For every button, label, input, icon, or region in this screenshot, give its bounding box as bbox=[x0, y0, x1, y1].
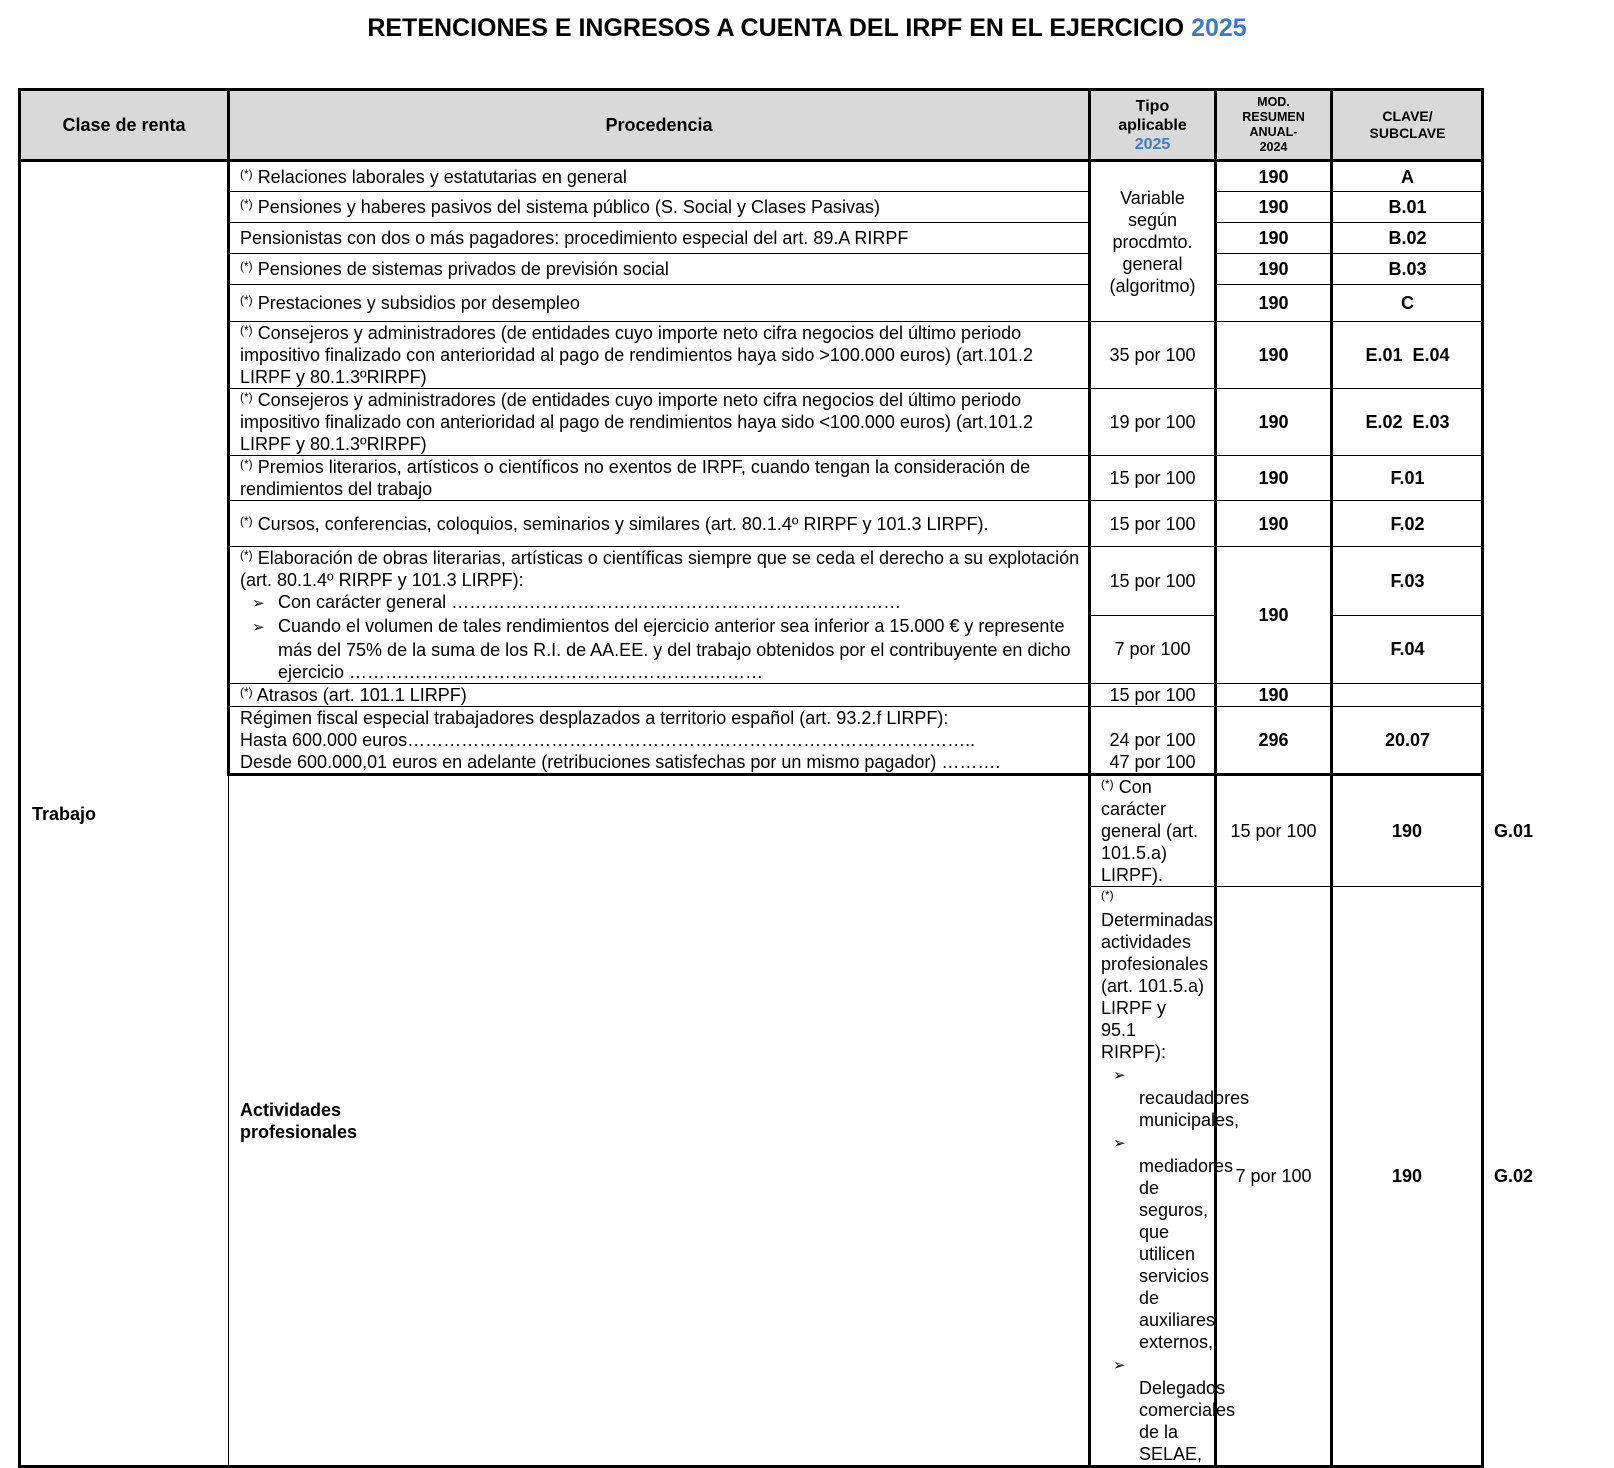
procedencia-cell bbox=[229, 707, 1090, 775]
header-tipo-year: 2025 bbox=[1134, 135, 1171, 153]
mod-cell: 190 bbox=[1332, 887, 1483, 1467]
tipo-cell: 7 por 100 bbox=[1216, 887, 1332, 1467]
table-row bbox=[20, 223, 1483, 254]
clave-cell bbox=[1332, 684, 1483, 707]
table-row bbox=[20, 161, 1483, 192]
header-clase: Clase de renta bbox=[20, 90, 229, 161]
asterisk-marker: (*) bbox=[240, 293, 253, 307]
mod-cell: 190 bbox=[1216, 161, 1332, 192]
procedencia-text: Elaboración de obras literarias, artísticas o científicas siempre que se ceda el derecho a su explotación (art. 80.1.4º RIRPF y 101.3 LIRPF): bbox=[240, 548, 1080, 590]
asterisk-marker: (*) bbox=[240, 457, 253, 471]
procedencia-cell bbox=[1090, 887, 1250, 1467]
tipo-text: 24 por 100 bbox=[1109, 730, 1196, 750]
clave-cell: E.02 E.03 bbox=[1332, 389, 1483, 456]
tipo-cell bbox=[1090, 707, 1216, 775]
table-row: (*) Determinadas actividades profesionales (art. 101.5.a) LIRPF y 95.1 RIRPF): ➢recaudadores municipales, ➢mediadores de seguros, que utilicen servicios de auxiliares externos, ➢Delegados comerciales de la SELAE, 7 por 100 190 G.02 bbox=[20, 887, 1483, 1467]
header-mod-line2: RESUMEN bbox=[1242, 110, 1305, 124]
arrow-bullet-icon: ➢ bbox=[1113, 1067, 1126, 1084]
tipo-cell: 15 por 100 bbox=[1090, 547, 1216, 616]
header-mod-line3: ANUAL- bbox=[1249, 125, 1298, 139]
mod-cell: 190 bbox=[1216, 684, 1332, 707]
page-title bbox=[0, 14, 1614, 43]
header-procedencia: Procedencia bbox=[229, 90, 1090, 161]
tipo-text: 47 por 100 bbox=[1109, 752, 1196, 772]
tipo-cell: 7 por 100 bbox=[1090, 615, 1216, 684]
procedencia-cell bbox=[229, 389, 1090, 456]
tipo-cell: 15 por 100 bbox=[1090, 501, 1216, 547]
clave-cell: F.02 bbox=[1332, 501, 1483, 547]
procedencia-text: Determinadas actividades profesionales (art. 101.5.a) LIRPF y 95.1 RIRPF): bbox=[1101, 910, 1214, 1062]
procedencia-cell bbox=[229, 223, 1090, 254]
table-header-row bbox=[20, 90, 1483, 161]
clave-cell: B.03 bbox=[1332, 254, 1483, 285]
procedencia-text: Régimen fiscal especial trabajadores desplazados a territorio español (art. 93.2.f LIRPF): bbox=[240, 708, 949, 728]
asterisk-marker: (*) bbox=[240, 685, 253, 699]
header-clave-line2: SUBCLAVE bbox=[1369, 125, 1446, 141]
asterisk-marker: (*) bbox=[240, 513, 253, 528]
procedencia-cell bbox=[229, 285, 1090, 322]
procedencia-text: Consejeros y administradores (de entidades cuyo importe neto cifra negocios del último periodo impositivo finalizado con anterioridad al pago de rendimientos haya sido <100.000 euros) (art.101.2 LIRPF y 80.1.3ºRIRPF) bbox=[240, 390, 1033, 454]
arrow-bullet-icon: ➢ bbox=[1113, 1357, 1126, 1374]
clase-text: profesionales bbox=[240, 1121, 358, 1142]
procedencia-text: Cursos, conferencias, coloquios, seminarios y similares (art. 80.1.4º RIRPF y 101.3 LIRPF). bbox=[257, 513, 989, 534]
header-mod bbox=[1216, 90, 1332, 161]
arrow-bullet-icon: ➢ bbox=[252, 619, 265, 636]
mod-cell: 190 bbox=[1216, 223, 1332, 254]
table-row: Actividades profesionales (*) Con carácter general (art. 101.5.a) LIRPF). 15 por 100 190 G.01 bbox=[20, 775, 1483, 887]
header-clave-line1: CLAVE/ bbox=[1382, 108, 1433, 124]
asterisk-marker: (*) bbox=[240, 197, 253, 211]
procedencia-cell bbox=[229, 322, 1090, 389]
table-row bbox=[20, 501, 1483, 547]
table-row bbox=[20, 456, 1483, 501]
procedencia-cell bbox=[229, 684, 1090, 707]
procedencia-text: Hasta 600.000 euros………………………………………………………………………………….. bbox=[240, 730, 976, 750]
mod-cell: 190 bbox=[1216, 456, 1332, 501]
procedencia-cell bbox=[1090, 775, 1216, 887]
tipo-cell: 19 por 100 bbox=[1090, 389, 1216, 456]
table-row bbox=[20, 254, 1483, 285]
procedencia-cell bbox=[229, 456, 1090, 501]
clave-cell: 20.07 bbox=[1332, 707, 1483, 775]
procedencia-text: Desde 600.000,01 euros en adelante (retribuciones satisfechas por un mismo pagador) ………. bbox=[240, 752, 1001, 772]
asterisk-marker: (*) bbox=[240, 166, 253, 181]
list-item bbox=[1101, 1063, 1250, 1131]
tipo-variable: Variable según procdmto. general (algoritmo) bbox=[1090, 161, 1216, 322]
mod-cell: 190 bbox=[1216, 389, 1332, 456]
clave-cell: F.04 bbox=[1332, 615, 1483, 684]
procedencia-cell bbox=[229, 192, 1090, 223]
header-tipo-line2: aplicable bbox=[1118, 116, 1187, 134]
procedencia-cell bbox=[229, 161, 1090, 192]
procedencia-text: Relaciones laborales y estatutarias en general bbox=[257, 166, 627, 187]
header-clave bbox=[1332, 90, 1483, 161]
retenciones-table bbox=[18, 88, 1534, 1468]
clave-cell: C bbox=[1332, 285, 1483, 322]
procedencia-text: Pensiones y haberes pasivos del sistema público (S. Social y Clases Pasivas) bbox=[257, 197, 880, 217]
list-item bbox=[240, 591, 1080, 615]
list-item bbox=[240, 615, 1080, 683]
procedencia-text: Consejeros y administradores (de entidades cuyo importe neto cifra negocios del último periodo impositivo finalizado con anterioridad al pago de rendimientos haya sido >100.000 euros) (art.101.2 LIRPF y 80.1.3ºRIRPF) bbox=[240, 323, 1033, 387]
tipo-cell: 15 por 100 bbox=[1216, 775, 1332, 887]
clave-cell: B.01 bbox=[1332, 192, 1483, 223]
table-row bbox=[20, 547, 1483, 616]
table-row bbox=[20, 684, 1483, 707]
list-item-text: Cuando el volumen de tales rendimientos del ejercicio anterior sea inferior a 15.000 € y represente más del 75% de la suma de los R.I. de AA.EE. y del trabajo obtenidos por el contribuyente en dicho ejercicio …………………………………………………………… bbox=[278, 616, 1071, 682]
asterisk-marker: (*) bbox=[240, 390, 253, 404]
clase-actividades bbox=[229, 775, 1090, 1467]
procedencia-text: Prestaciones y subsidios por desempleo bbox=[257, 293, 580, 313]
clase-text: Actividades bbox=[240, 1099, 342, 1120]
procedencia-text: Premios literarios, artísticos o científicos no exentos de IRPF, cuando tengan la consideración de rendimientos del trabajo bbox=[240, 457, 1031, 499]
procedencia-cell bbox=[229, 501, 1090, 547]
table-row bbox=[20, 285, 1483, 322]
tipo-cell: 15 por 100 bbox=[1090, 684, 1216, 707]
list-item bbox=[1101, 1353, 1236, 1465]
arrow-bullet-icon: ➢ bbox=[252, 595, 265, 612]
header-mod-line4: 2024 bbox=[1259, 140, 1288, 154]
title-text: RETENCIONES E INGRESOS A CUENTA DEL IRPF EN EL EJERCICIO bbox=[367, 14, 1185, 42]
clave-cell: B.02 bbox=[1332, 223, 1483, 254]
list-item bbox=[1101, 1131, 1234, 1353]
mod-cell: 296 bbox=[1216, 707, 1332, 775]
header-tipo-line1: Tipo bbox=[1135, 97, 1170, 115]
procedencia-text: Con carácter general (art. 101.5.a) LIRPF). bbox=[1101, 777, 1199, 885]
asterisk-marker: (*) bbox=[240, 323, 253, 337]
header-mod-line1: MOD. bbox=[1257, 95, 1290, 109]
table-row bbox=[20, 389, 1483, 456]
mod-cell: 190 bbox=[1216, 322, 1332, 389]
procedencia-text: Pensiones de sistemas privados de previsión social bbox=[257, 259, 669, 279]
mod-cell: 190 bbox=[1216, 501, 1332, 547]
procedencia-text: Pensionistas con dos o más pagadores: procedimiento especial del art. 89.A RIRPF bbox=[240, 228, 909, 248]
tipo-cell: 15 por 100 bbox=[1090, 456, 1216, 501]
list-item-text: recaudadores municipales, bbox=[1139, 1088, 1250, 1130]
mod-cell: 190 bbox=[1216, 254, 1332, 285]
mod-cell: 190 bbox=[1216, 192, 1332, 223]
procedencia-cell bbox=[229, 254, 1090, 285]
table-row bbox=[20, 707, 1483, 775]
clave-cell: A bbox=[1332, 161, 1483, 192]
procedencia-cell bbox=[229, 547, 1090, 684]
list-item-text: Con carácter general ………………………………………………………………… bbox=[278, 592, 902, 612]
title-year: 2025 bbox=[1191, 14, 1247, 42]
clave-cell: F.01 bbox=[1332, 456, 1483, 501]
mod-cell: 190 bbox=[1216, 547, 1332, 684]
mod-cell: 190 bbox=[1216, 285, 1332, 322]
clave-cell: E.01 E.04 bbox=[1332, 322, 1483, 389]
asterisk-marker: (*) bbox=[240, 259, 253, 273]
header-tipo bbox=[1090, 90, 1216, 161]
clave-cell: F.03 bbox=[1332, 547, 1483, 616]
table-row bbox=[20, 322, 1483, 389]
asterisk-marker: (*) bbox=[240, 548, 253, 562]
tipo-cell: 35 por 100 bbox=[1090, 322, 1216, 389]
list-item-text: Delegados comerciales de la SELAE, bbox=[1139, 1378, 1236, 1464]
mod-cell: 190 bbox=[1332, 775, 1483, 887]
arrow-bullet-icon: ➢ bbox=[1113, 1135, 1126, 1152]
asterisk-marker: (*) bbox=[1101, 777, 1114, 791]
procedencia-text: Atrasos (art. 101.1 LIRPF) bbox=[256, 685, 467, 705]
table-row bbox=[20, 192, 1483, 223]
list-item-text: mediadores de seguros, que utilicen servicios de auxiliares externos, bbox=[1139, 1156, 1234, 1352]
clase-trabajo: Trabajo bbox=[20, 161, 229, 1467]
asterisk-marker: (*) bbox=[1101, 888, 1114, 902]
